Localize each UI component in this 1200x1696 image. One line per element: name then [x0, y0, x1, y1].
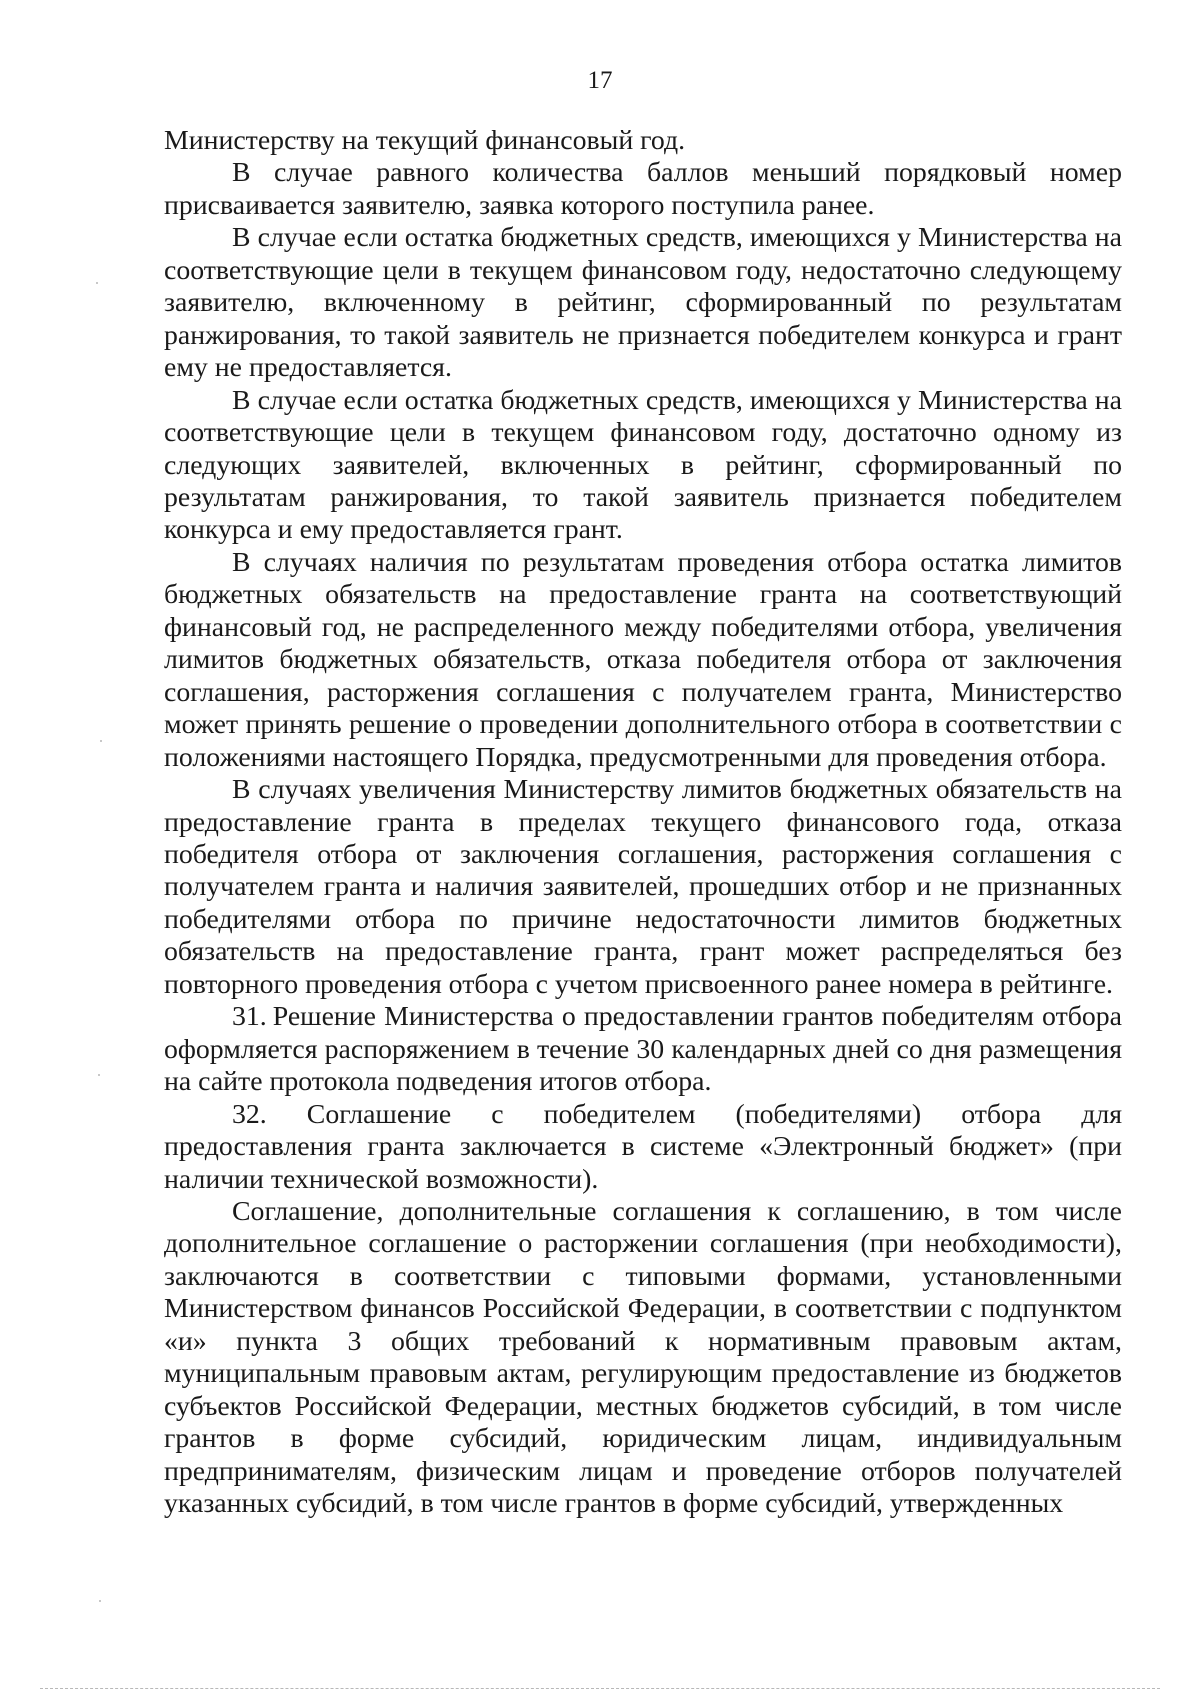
item-31	[164, 1001, 1122, 1098]
scan-artifact	[99, 1600, 101, 1602]
item-31-text: Решение Министерства о предоставлении грантов победителям отбора оформляется распоряжением в течение 30 календарных дней со дня размещения на сайте протокола подведения итогов отбора.	[164, 1001, 1122, 1098]
document-body	[164, 125, 1122, 1520]
paragraph-insufficient-funds: В случае если остатка бюджетных средств, имеющихся у Министерства на соответствующие цели в текущем финансовом году, недостаточно следующему заявителю, включенному в рейтинг, сформированный по результатам ранжирования, то такой заявитель не признается победителем конкурса и грант ему не предоставляется.	[164, 222, 1122, 384]
item-32-first-line	[164, 1099, 1122, 1131]
item-32-number: 32.	[232, 1098, 267, 1130]
item-32-first-line-text: Соглашение с победителем (победителями) отбора для	[306, 1098, 1123, 1130]
page-bottom-edge	[40, 1688, 1160, 1689]
paragraph-sufficient-funds: В случае если остатка бюджетных средств, имеющихся у Министерства на соответствующие цели в текущем финансовом году, достаточно одному из следующих заявителей, включенных в рейтинг, сформированный по результатам ранжирования, то такой заявитель признается победителем конкурса и ему предоставляется грант.	[164, 384, 1122, 546]
item-31-number: 31.	[232, 1001, 267, 1033]
paragraph-increased-limits: В случаях увеличения Министерству лимитов бюджетных обязательств на предоставление гранта в пределах текущего финансового года, отказа победителя отбора от заключения соглашения, расторжения соглашения с получателем гранта и наличия заявителей, прошедших отбор и не признанных победителями отбора по причине недостаточности лимитов бюджетных обязательств на предоставление гранта, грант может распределяться без повторного проведения отбора с учетом присвоенного ранее номера в рейтинге.	[164, 774, 1122, 1000]
paragraph-remaining-limits: В случаях наличия по результатам проведения отбора остатка лимитов бюджетных обязательств на предоставление гранта на соответствующий финансовый год, не распределенного между победителями отбора, увеличения лимитов бюджетных обязательств, отказа победителя отбора от заключения соглашения, расторжения соглашения с получателем гранта, Министерство может принять решение о проведении дополнительного отбора в соответствии с положениями настоящего Порядка, предусмотренными для проведения отбора.	[164, 546, 1122, 773]
page-number: 17	[587, 67, 613, 94]
scan-artifact	[100, 740, 102, 742]
paragraph-continuation: Министерству на текущий финансовый год.	[164, 125, 686, 156]
scan-artifact	[96, 282, 98, 284]
paragraph-agreement-forms: Соглашение, дополнительные соглашения к соглашению, в том числе дополнительное соглашение о расторжении соглашения (при необходимости), заключаются в соответствии с типовыми формами, установленными Министерством финансов Российской Федерации, в соответствии с подпунктом «и» пункта 3 общих требований к нормативным правовым актам, муниципальным правовым актам, регулирующим предоставление из бюджетов субъектов Российской Федерации, местных бюджетов субсидий, в том числе грантов в форме субсидий, юридическим лицам, индивидуальным предпринимателям, физическим лицам и проведение отборов получателей указанных субсидий, в том числе грантов в форме субсидий, утвержденных	[164, 1195, 1122, 1520]
item-32-rest: предоставления гранта заключается в системе «Электронный бюджет» (при наличии технической возможности).	[164, 1131, 1122, 1195]
scan-artifact	[98, 1074, 100, 1076]
paragraph-equal-scores: В случае равного количества баллов меньший порядковый номер присваивается заявителю, заявка которого поступила ранее.	[164, 157, 1122, 221]
